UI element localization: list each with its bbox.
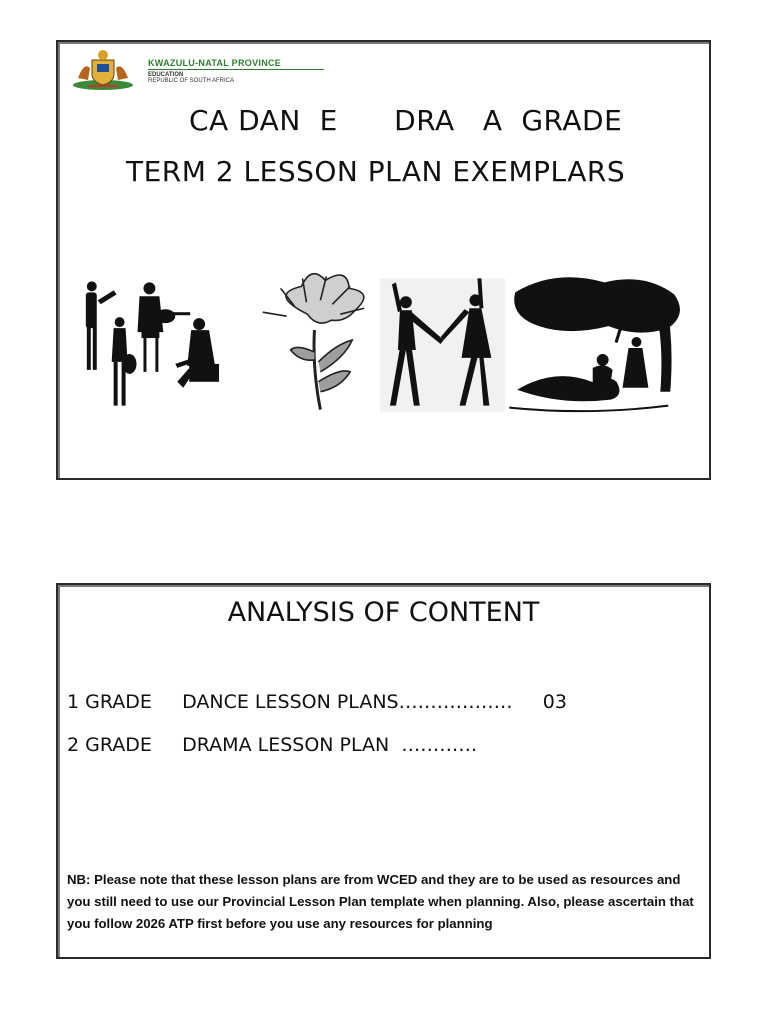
coat-of-arms-icon — [68, 48, 138, 92]
cover-title-line2: TERM 2 LESSON PLAN EXEMPLARS — [126, 155, 626, 188]
kzn-education-logo — [68, 48, 318, 92]
protea-flower-icon — [263, 274, 364, 410]
nb-note: NB: Please note that these lesson plans are from WCED and they are to be used as resources and you still need to use our Provincial Lesson Plan template when planning. Also, please ascertain that you follow 2026 ATP first before you use any resources for planning — [67, 872, 694, 931]
content-item-drama: 2 GRADE DRAMA LESSON PLAN ………… — [67, 734, 478, 756]
cover-panel — [56, 40, 711, 480]
cover-title-line1: CA DAN E DRA A GRADE — [189, 104, 623, 137]
dancers-silhouette-icon — [380, 278, 505, 411]
logo-rule — [148, 69, 324, 70]
arts-illustrations — [58, 272, 709, 422]
storytelling-tree-silhouette-icon — [509, 277, 680, 411]
logo-republic: REPUBLIC OF SOUTH AFRICA — [148, 78, 235, 84]
musicians-silhouette-icon — [86, 281, 219, 405]
content-item-dance: 1 GRADE DANCE LESSON PLANS……………… 03 — [67, 691, 567, 713]
analysis-panel — [56, 583, 711, 959]
analysis-heading: ANALYSIS OF CONTENT — [227, 597, 540, 628]
logo-department: EDUCATION — [148, 72, 184, 78]
logo-province: KWAZULU-NATAL PROVINCE — [148, 58, 282, 68]
